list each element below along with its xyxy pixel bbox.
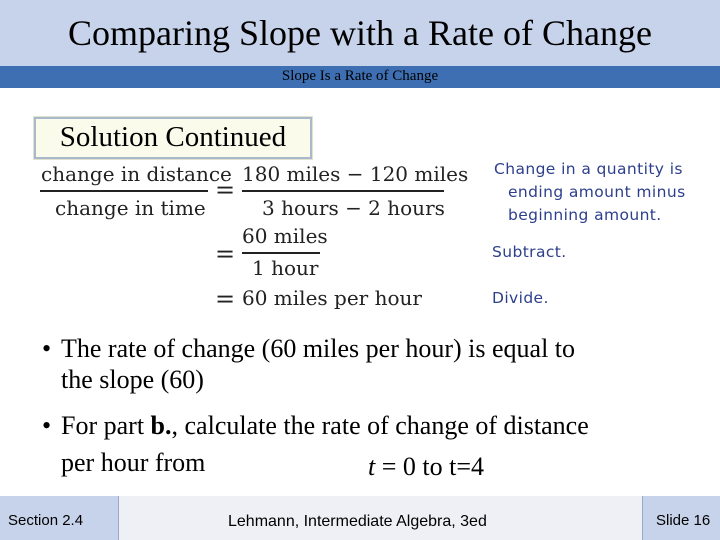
footer-section: Section 2.4 (8, 512, 84, 529)
slide-title: Comparing Slope with a Rate of Change (68, 13, 652, 53)
bullet-2-prefix: For part (61, 411, 151, 440)
note-change-line1: Change in a quantity is (494, 160, 683, 178)
equals-sign-1: = (215, 176, 236, 204)
formula-variable: t (368, 452, 376, 481)
note-change-line3: beginning amount. (508, 206, 662, 224)
note-subtract: Subtract. (492, 243, 567, 261)
footer-slide-number: Slide 16 (656, 512, 711, 529)
rhs2-denominator: 1 hour (252, 256, 319, 280)
solution-label-box (34, 117, 312, 159)
bullet-2-line2: per hour from (61, 448, 206, 477)
bullet-1-line1: The rate of change (60 miles per hour) is equal to (61, 334, 576, 363)
rhs1-denominator: 3 hours − 2 hours (262, 196, 445, 220)
solution-label: Solution Continued (59, 121, 287, 153)
lhs-numerator: change in distance (41, 162, 232, 186)
slide-subtitle: Slope Is a Rate of Change (281, 68, 439, 84)
rhs1-fraction-bar (242, 190, 444, 192)
equals-sign-3: = (215, 285, 236, 313)
bullet-1-line2: the slope (60) (61, 365, 204, 394)
note-change-line2: ending amount minus (508, 183, 686, 201)
footer-book: Lehmann, Intermediate Algebra, 3ed (228, 513, 487, 530)
rhs1-numerator: 180 miles − 120 miles (242, 162, 469, 186)
bullet-2-marker: • (42, 411, 52, 440)
bullet-1-marker: • (42, 334, 52, 363)
bullet-2-formula (368, 452, 484, 482)
rhs3-result: 60 miles per hour (242, 286, 422, 310)
note-divide: Divide. (492, 289, 549, 307)
rhs2-numerator: 60 miles (242, 224, 328, 248)
bullet-2-part-label: b. (150, 411, 172, 440)
lhs-fraction-bar (40, 190, 208, 192)
lhs-denominator: change in time (55, 196, 206, 220)
bullet-2-line1 (61, 411, 589, 441)
bullet-2-suffix: , calculate the rate of change of distance (171, 411, 589, 440)
equals-sign-2: = (215, 240, 236, 268)
formula-range: = 0 to t=4 (375, 452, 485, 481)
rhs2-fraction-bar (242, 252, 320, 254)
